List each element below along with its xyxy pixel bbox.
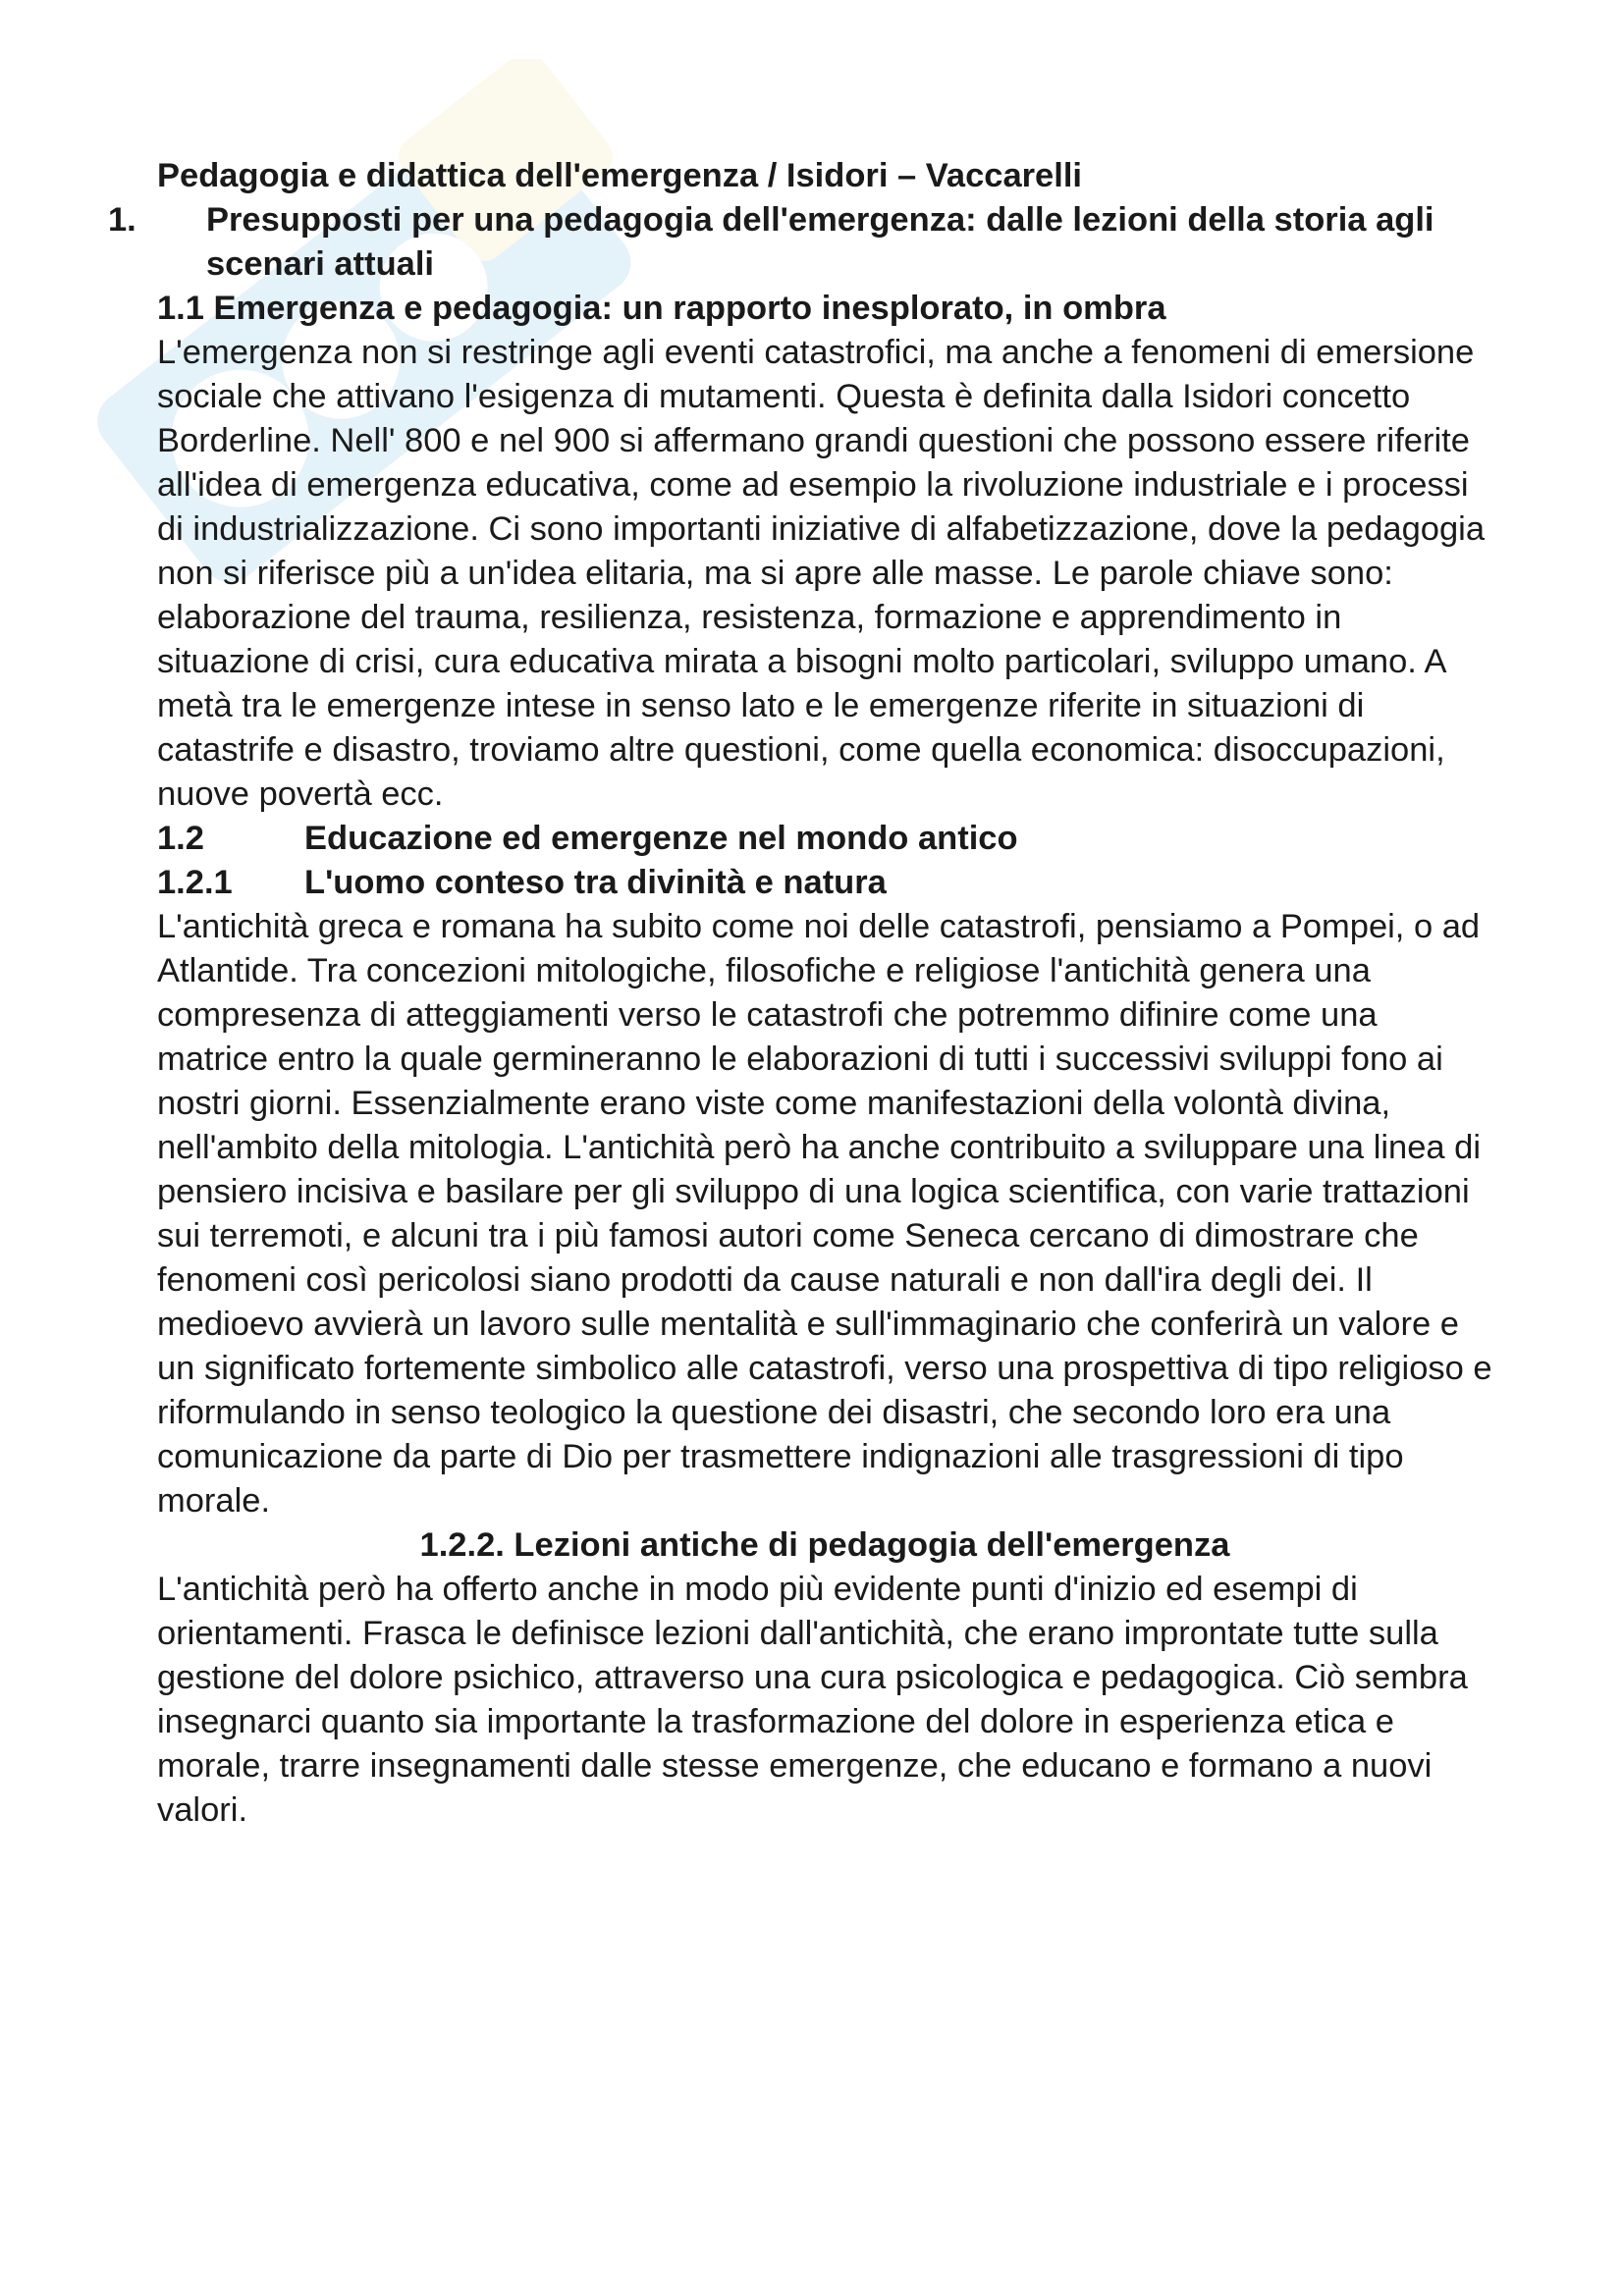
section-1-2-heading: [157, 817, 1492, 861]
section-1-2-title: Educazione ed emergenze nel mondo antico: [304, 820, 1018, 857]
section-1-1-heading: 1.1 Emergenza e pedagogia: un rapporto inesplorato, in ombra: [157, 290, 1166, 327]
section-1-2-1-body: L'antichità greca e romana ha subito come noi delle catastrofi, pensiamo a Pompei, o ad Atlantide. Tra concezioni mitologiche, filosofiche e religiose l'antichità genera una compresenza di atteggiamenti verso le catastrofi che potremmo difinire come una matrice entro la quale germineranno le elaborazioni di tutti i successivi sviluppi fono ai nostri giorni. Essenzialmente erano viste come manifestazioni della volontà divina, nell'ambito della mitologia. L'antichità però ha anche contribuito a sviluppare una linea di pensiero incisiva e basilare per gli sviluppo di una logica scientifica, con varie trattazioni sui terremoti, e alcuni tra i più famosi autori come Seneca cercano di dimostrare che fenomeni così pericolosi siano prodotti da cause naturali e non dall'ira degli dei. Il medioevo avvierà un lavoro sulle mentalità e sull'immaginario che conferirà un valore e un significato fortemente simbolico alle catastrofi, verso una prospettiva di tipo religioso e riformulando in senso teologico la questione dei disastri, che secondo loro era una comunicazione da parte di Dio per trasmettere indignazioni alle trasgressioni di tipo morale.: [157, 908, 1492, 1520]
section-1-2-number: 1.2: [157, 820, 204, 857]
document-page: [108, 154, 1492, 1833]
chapter-heading: [108, 198, 1492, 287]
document-title: Pedagogia e didattica dell'emergenza / Isidori – Vaccarelli: [157, 157, 1082, 194]
section-1-1-body: L'emergenza non si restringe agli eventi catastrofici, ma anche a fenomeni di emersione sociale che attivano l'esigenza di mutamenti. Questa è definita dalla Isidori concetto Borderline. Nell' 800 e nel 900 si affermano grandi questioni che possono essere riferite all'idea di emergenza educativa, come ad esempio la rivoluzione industriale e i processi di industrializzazione. Ci sono importanti iniziative di alfabetizzazione, dove la pedagogia non si riferisce più a un'idea elitaria, ma si apre alle masse. Le parole chiave sono: elaborazione del trauma, resilienza, resistenza, formazione e apprendimento in situazione di crisi, cura educativa mirata a bisogni molto particolari, sviluppo umano. A metà tra le emergenze intese in senso lato e le emergenze riferite in situazioni di catastrife e disastro, troviamo altre questioni, come quella economica: disoccupazioni, nuove povertà ecc.: [157, 334, 1486, 813]
chapter-number: 1.: [108, 201, 136, 239]
section-1-2-1-heading: [157, 861, 1492, 905]
section-1-2-2-heading: 1.2.2. Lezioni antiche di pedagogia dell'emergenza: [419, 1526, 1230, 1564]
section-1-2-1-title: L'uomo conteso tra divinità e natura: [304, 864, 887, 901]
chapter-title: Presupposti per una pedagogia dell'emergenza: dalle lezioni della storia agli scenari attuali: [206, 201, 1434, 283]
section-1-2-1-number: 1.2.1: [157, 864, 233, 901]
section-1-2-2-body: L'antichità però ha offerto anche in modo più evidente punti d'inizio ed esempi di orientamenti. Frasca le definisce lezioni dall'antichità, che erano improntate tutte sulla gestione del dolore psichico, attraverso una cura psicologica e pedagogica. Ciò sembra insegnarci quanto sia importante la trasformazione del dolore in esperienza etica e morale, trarre insegnamenti dalle stesse emergenze, che educano e formano a nuovi valori.: [157, 1571, 1468, 1829]
